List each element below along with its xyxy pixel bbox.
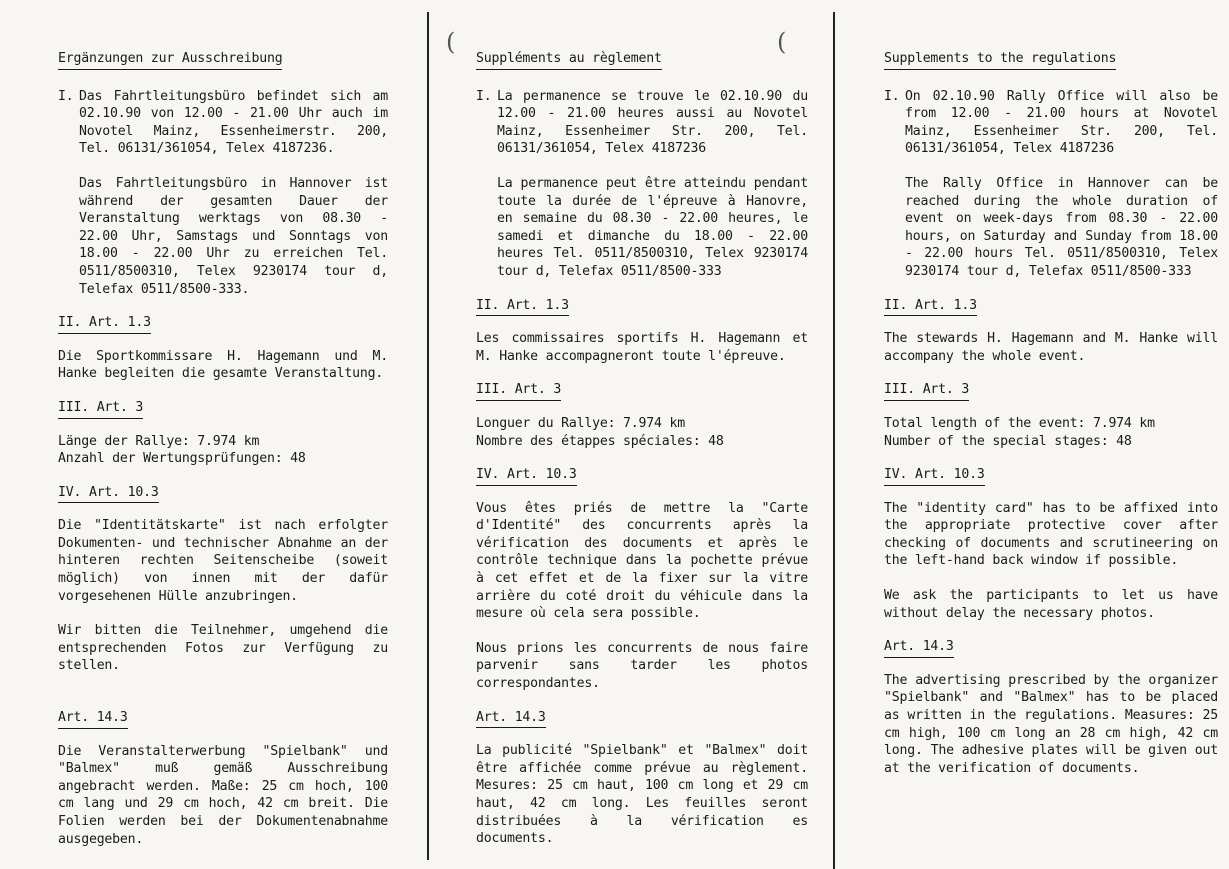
german-section-4-paragraph-1: Die "Identitätskarte" ist nach erfolgter Dokumenten- und technischer Abnahme an der hinteren rechten Seitenscheibe (soweit möglich) von innen mit der dafür vorgesehenen Hülle anzubringen. [58, 518, 388, 604]
english-section-4-paragraph-1: The "identity card" has to be affixed into the appropriate protective cover after checking of documents and scrutineering on the left-hand back window if possible. [884, 500, 1218, 569]
english-title: Supplements to the regulations [884, 50, 1116, 70]
french-section-2-heading: II. Art. 1.3 [476, 297, 569, 317]
french-section-4-paragraph-1: Vous êtes priés de mettre la "Carte d'Identité" des concurrents après la vérification des documents et après le contrôle technique dans la pochette prévue à cet effet et de la fixer sur la vitre arrière du coté droit du véhicule dans la mesure où cela sera possible. [476, 500, 808, 622]
german-section-3-line-2: Anzahl der Wertungsprüfungen: 48 [58, 451, 306, 467]
english-section-5-heading: Art. 14.3 [884, 638, 954, 658]
french-section-4-heading: IV. Art. 10.3 [476, 466, 577, 486]
german-section-3-heading: III. Art. 3 [58, 399, 143, 419]
french-section-5-paragraph: La publicité "Spielbank" et "Balmex" doit être affichée comme prévue au règlement. Mesures: 25 cm haut, 100 cm long et 29 cm haut, 42 cm long. Les feuilles seront distribuées à la vérification es documents. [476, 743, 808, 847]
german-section-4-paragraph-2: Wir bitten die Teilnehmer, umgehend die entsprechenden Fotos zur Verfügung zu stellen. [58, 623, 388, 674]
french-section-3-line-1: Longuer du Rallye: 7.974 km [476, 415, 685, 431]
german-section-1-paragraph-2: Das Fahrtleitungsbüro in Hannover ist während der gesamten Dauer der Veranstaltung werktags von 08.30 - 22.00 Uhr, Samstags und Sonntags von 18.00 - 22.00 Uhr zu erreichen Tel. 0511/8500310, Telex 9230174 tour d, Telefax 0511/8500-333. [79, 175, 388, 297]
french-title: Suppléments au règlement [476, 50, 662, 70]
german-section-2-heading: II. Art. 1.3 [58, 314, 151, 334]
french-section-3-heading: III. Art. 3 [476, 381, 561, 401]
english-section-3-line-1: Total length of the event: 7.974 km [884, 415, 1155, 431]
german-column [58, 50, 388, 848]
french-section-1-number: I. [476, 88, 492, 104]
german-section-3-line-1: Länge der Rallye: 7.974 km [58, 433, 260, 449]
english-section-3-line-2: Number of the special stages: 48 [884, 433, 1132, 449]
fold-divider-left [427, 12, 429, 860]
english-section-4-paragraph-2: We ask the participants to let us have without delay the necessary photos. [884, 588, 1218, 621]
french-section-4-paragraph-2: Nous prions les concurrents de nous faire parvenir sans tarder les photos correspondantes. [476, 640, 808, 692]
fold-divider-right [833, 12, 835, 869]
german-section-5-heading: Art. 14.3 [58, 709, 128, 729]
english-section-3-heading: III. Art. 3 [884, 381, 969, 401]
punch-mark-right: ( [777, 28, 787, 56]
english-column [884, 50, 1218, 777]
english-section-4-heading: IV. Art. 10.3 [884, 466, 985, 486]
german-section-1-number: I. [58, 88, 74, 104]
german-section-1 [58, 88, 388, 299]
german-title: Ergänzungen zur Ausschreibung [58, 50, 282, 70]
english-section-1 [884, 88, 1218, 281]
punch-mark-left: ( [446, 28, 456, 56]
french-column [476, 50, 808, 848]
french-section-3-line-2: Nombre des étappes spéciales: 48 [476, 433, 724, 449]
french-section-2-paragraph: Les commissaires sportifs H. Hagemann et M. Hanke accompagneront toute l'épreuve. [476, 331, 808, 364]
english-section-1-paragraph-2: The Rally Office in Hannover can be reached during the whole duration of event on week-days from 08.30 - 22.00 hours, on Saturday and Sunday from 18.00 - 22.00 hours Tel. 0511/8500310, Telex 9230174 tour d, Telefax 0511/8500-333 [905, 175, 1218, 279]
french-section-1-paragraph-1: La permanence se trouve le 02.10.90 du 12.00 - 21.00 heures aussi au Novotel Mainz, Essenheimer Str. 200, Tel. 06131/361054, Telex 4187236 [497, 88, 808, 157]
german-section-2-paragraph: Die Sportkommissare H. Hagemann und M. Hanke begleiten die gesamte Veranstaltung. [58, 348, 388, 382]
english-section-1-paragraph-1: On 02.10.90 Rally Office will also be from 12.00 - 21.00 hours at Novotel Mainz, Essenheimer Str. 200, Tel. 06131/361054, Telex 4187236 [905, 88, 1218, 157]
german-section-5-paragraph: Die Veranstalterwerbung "Spielbank" und "Balmex" muß gemäß Ausschreibung angebracht werden. Maße: 25 cm hoch, 100 cm lang und 29 cm hoch, 42 cm breit. Die Folien werden bei der Dokumentenabnahme ausgegeben. [58, 743, 388, 847]
english-section-2-heading: II. Art. 1.3 [884, 297, 977, 317]
french-section-5-heading: Art. 14.3 [476, 709, 546, 729]
german-section-4-heading: IV. Art. 10.3 [58, 484, 159, 504]
english-section-1-number: I. [884, 88, 900, 104]
french-section-1 [476, 88, 808, 281]
english-section-2-paragraph: The stewards H. Hagemann and M. Hanke will accompany the whole event. [884, 331, 1218, 364]
english-section-5-paragraph: The advertising prescribed by the organizer "Spielbank" and "Balmex" has to be placed as written in the regulations. Measures: 25 cm high, 100 cm long an 28 cm high, 42 cm long. The adhesive plates will be given out at the verification of documents. [884, 672, 1218, 776]
german-section-1-paragraph-1: Das Fahrtleitungsbüro befindet sich am 02.10.90 von 12.00 - 21.00 Uhr auch im Novotel Mainz, Essenheimerstr. 200, Tel. 06131/361054, Telex 4187236. [79, 88, 388, 157]
french-section-1-paragraph-2: La permanence peut être atteindu pendant toute la durée de l'épreuve à Hanovre, en semaine du 08.30 - 22.00 heures, le samedi et dimanche du 18.00 - 22.00 heures Tel. 0511/8500310, Telex 9230174 tour d, Telefax 0511/8500-333 [497, 175, 808, 279]
